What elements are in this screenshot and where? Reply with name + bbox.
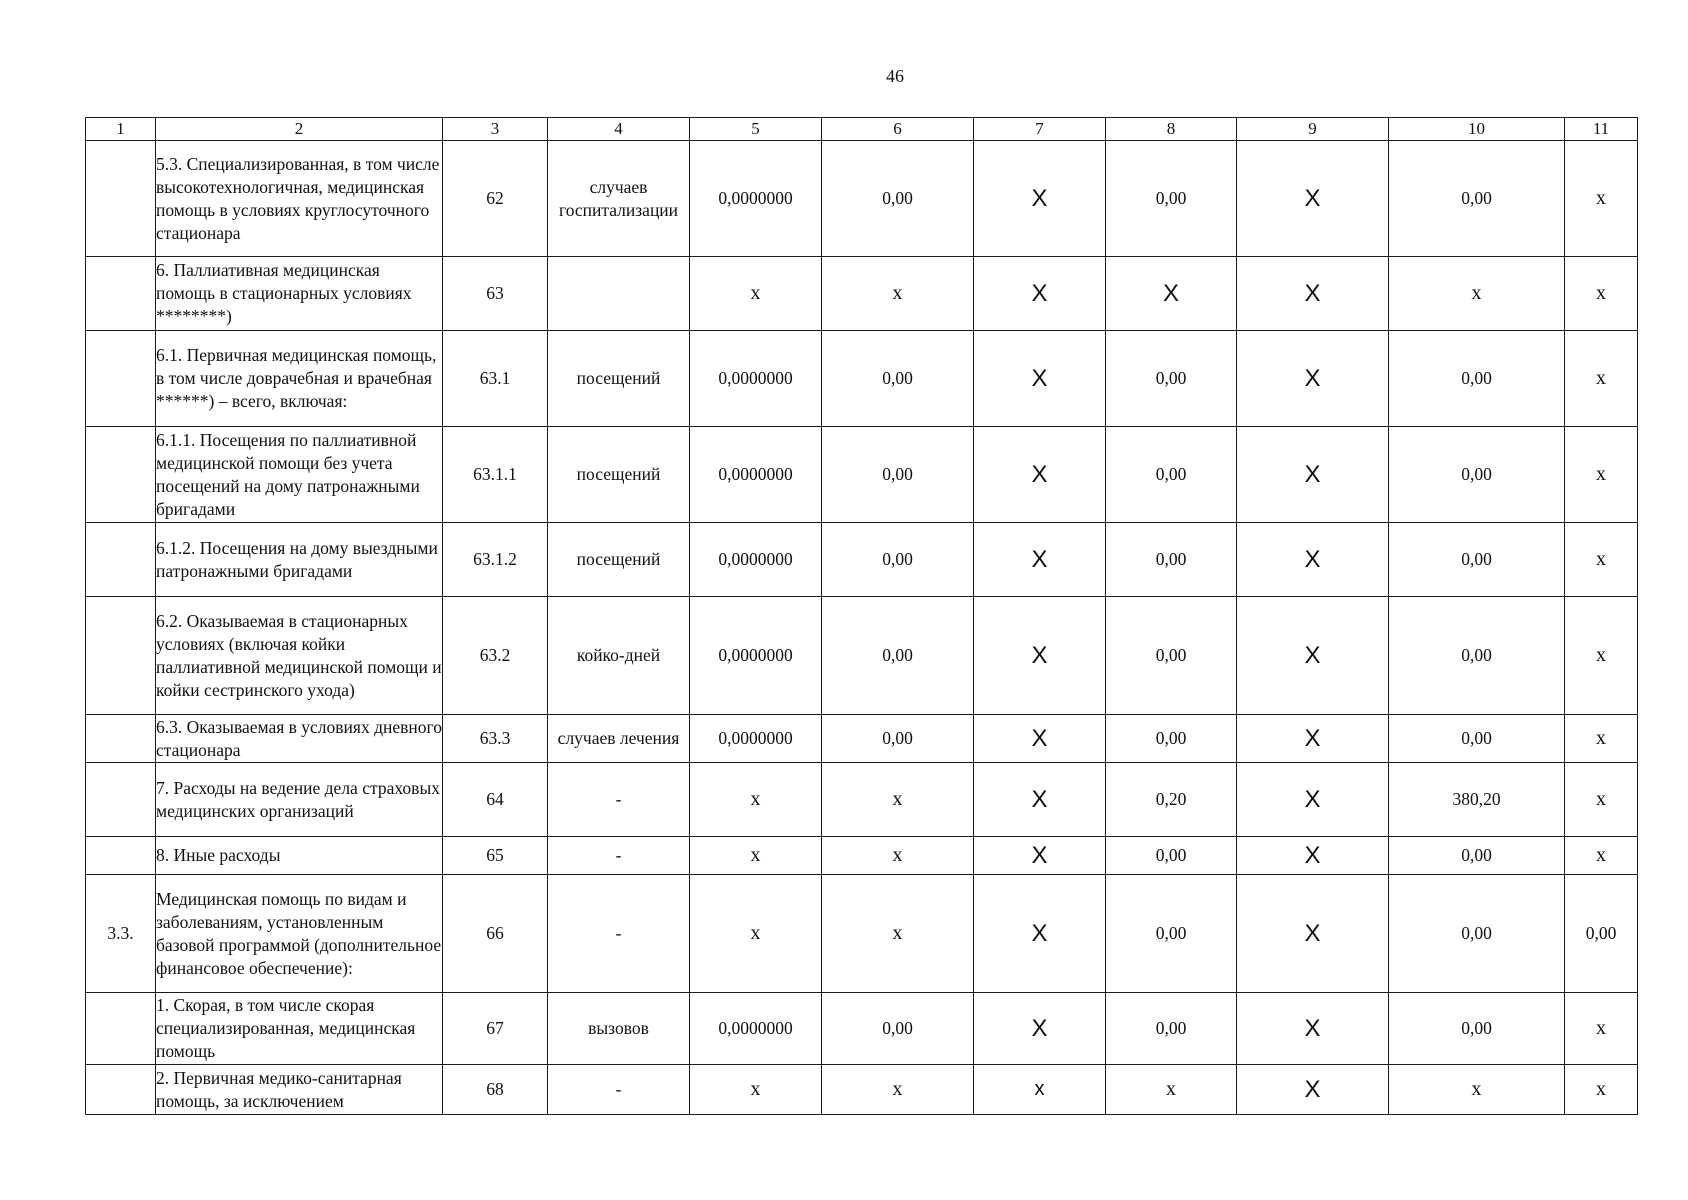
cell-col-8: 0,20 bbox=[1106, 763, 1237, 837]
cell-col-11: x bbox=[1565, 837, 1638, 875]
cell-col-1 bbox=[86, 763, 156, 837]
cell-col-6: x bbox=[822, 257, 974, 331]
cell-col-5: 0,0000000 bbox=[690, 523, 822, 597]
cell-col-2: 8. Иные расходы bbox=[156, 837, 443, 875]
cell-col-7: X bbox=[974, 763, 1106, 837]
cell-col-1 bbox=[86, 523, 156, 597]
cell-col-7: X bbox=[974, 715, 1106, 763]
cell-col-1 bbox=[86, 597, 156, 715]
cell-col-7: X bbox=[974, 837, 1106, 875]
cell-col-11: x bbox=[1565, 141, 1638, 257]
cell-col-11: x bbox=[1565, 331, 1638, 427]
cell-col-10: 380,20 bbox=[1389, 763, 1565, 837]
cell-col-6: 0,00 bbox=[822, 331, 974, 427]
cell-col-3: 63.2 bbox=[443, 597, 548, 715]
cell-col-4: посещений bbox=[548, 427, 690, 523]
table-row bbox=[86, 1065, 1638, 1115]
cell-col-10: x bbox=[1389, 1065, 1565, 1115]
cell-col-3: 63 bbox=[443, 257, 548, 331]
cell-col-5: 0,0000000 bbox=[690, 993, 822, 1065]
cell-col-2: 6. Паллиативная медицинская помощь в стационарных условиях ********) bbox=[156, 257, 443, 331]
cell-col-2: 6.2. Оказываемая в стационарных условиях (включая койки паллиативной медицинской помощи и койки сестринского ухода) bbox=[156, 597, 443, 715]
cell-col-5: 0,0000000 bbox=[690, 597, 822, 715]
cell-col-1: 3.3. bbox=[86, 875, 156, 993]
cell-col-11: x bbox=[1565, 1065, 1638, 1115]
cell-col-5: 0,0000000 bbox=[690, 715, 822, 763]
cell-col-10: 0,00 bbox=[1389, 331, 1565, 427]
cell-col-7: X bbox=[974, 993, 1106, 1065]
cell-col-2: Медицинская помощь по видам и заболеваниям, установленным базовой программой (дополнительное финансовое обеспечение): bbox=[156, 875, 443, 993]
cell-col-3: 63.1.1 bbox=[443, 427, 548, 523]
cell-col-2: 6.3. Оказываемая в условиях дневного стационара bbox=[156, 715, 443, 763]
cell-col-9: X bbox=[1237, 1065, 1389, 1115]
cell-col-6: x bbox=[822, 1065, 974, 1115]
table-row bbox=[86, 141, 1638, 257]
table-row bbox=[86, 715, 1638, 763]
column-header: 11 bbox=[1565, 118, 1638, 141]
cell-col-9: X bbox=[1237, 993, 1389, 1065]
column-header: 7 bbox=[974, 118, 1106, 141]
cell-col-6: x bbox=[822, 763, 974, 837]
cell-col-6: 0,00 bbox=[822, 597, 974, 715]
cell-col-1 bbox=[86, 427, 156, 523]
cell-col-5: x bbox=[690, 837, 822, 875]
cell-col-9: X bbox=[1237, 523, 1389, 597]
cell-col-10: 0,00 bbox=[1389, 141, 1565, 257]
cell-col-7: X bbox=[974, 597, 1106, 715]
cell-col-1 bbox=[86, 257, 156, 331]
cell-col-9: X bbox=[1237, 597, 1389, 715]
cell-col-8: 0,00 bbox=[1106, 597, 1237, 715]
cell-col-2: 6.1.2. Посещения на дому выездными патронажными бригадами bbox=[156, 523, 443, 597]
cell-col-9: X bbox=[1237, 141, 1389, 257]
cell-col-4: посещений bbox=[548, 523, 690, 597]
cell-col-4: случаев госпитализации bbox=[548, 141, 690, 257]
cell-col-10: 0,00 bbox=[1389, 427, 1565, 523]
cell-col-3: 63.1.2 bbox=[443, 523, 548, 597]
financing-table bbox=[85, 117, 1638, 1115]
cell-col-11: x bbox=[1565, 763, 1638, 837]
cell-col-3: 63.1 bbox=[443, 331, 548, 427]
cell-col-5: x bbox=[690, 1065, 822, 1115]
cell-col-10: 0,00 bbox=[1389, 715, 1565, 763]
cell-col-8: 0,00 bbox=[1106, 875, 1237, 993]
cell-col-8: 0,00 bbox=[1106, 523, 1237, 597]
cell-col-1 bbox=[86, 1065, 156, 1115]
cell-col-6: x bbox=[822, 875, 974, 993]
cell-col-8: x bbox=[1106, 1065, 1237, 1115]
cell-col-4: посещений bbox=[548, 331, 690, 427]
cell-col-1 bbox=[86, 993, 156, 1065]
table-row bbox=[86, 427, 1638, 523]
cell-col-5: x bbox=[690, 257, 822, 331]
table-row bbox=[86, 523, 1638, 597]
page-number: 46 bbox=[886, 66, 904, 86]
cell-col-8: 0,00 bbox=[1106, 427, 1237, 523]
column-header: 8 bbox=[1106, 118, 1237, 141]
cell-col-6: 0,00 bbox=[822, 523, 974, 597]
cell-col-2: 7. Расходы на ведение дела страховых медицинских организаций bbox=[156, 763, 443, 837]
table-row bbox=[86, 993, 1638, 1065]
cell-col-4: - bbox=[548, 1065, 690, 1115]
table-body bbox=[86, 118, 1638, 1115]
cell-col-8: X bbox=[1106, 257, 1237, 331]
cell-col-5: x bbox=[690, 763, 822, 837]
table-row bbox=[86, 331, 1638, 427]
cell-col-4: - bbox=[548, 837, 690, 875]
cell-col-2: 2. Первичная медико-санитарная помощь, за исключением bbox=[156, 1065, 443, 1115]
cell-col-10: 0,00 bbox=[1389, 993, 1565, 1065]
cell-col-7: X bbox=[974, 427, 1106, 523]
column-number-row bbox=[86, 118, 1638, 141]
cell-col-7: x bbox=[974, 1065, 1106, 1115]
column-header: 5 bbox=[690, 118, 822, 141]
cell-col-4 bbox=[548, 257, 690, 331]
cell-col-3: 65 bbox=[443, 837, 548, 875]
cell-col-11: x bbox=[1565, 993, 1638, 1065]
cell-col-1 bbox=[86, 331, 156, 427]
cell-col-11: 0,00 bbox=[1565, 875, 1638, 993]
cell-col-9: X bbox=[1237, 715, 1389, 763]
cell-col-6: 0,00 bbox=[822, 993, 974, 1065]
cell-col-4: - bbox=[548, 875, 690, 993]
cell-col-5: 0,0000000 bbox=[690, 141, 822, 257]
cell-col-10: 0,00 bbox=[1389, 597, 1565, 715]
cell-col-3: 66 bbox=[443, 875, 548, 993]
cell-col-11: x bbox=[1565, 523, 1638, 597]
column-header: 10 bbox=[1389, 118, 1565, 141]
cell-col-8: 0,00 bbox=[1106, 331, 1237, 427]
cell-col-9: X bbox=[1237, 331, 1389, 427]
column-header: 4 bbox=[548, 118, 690, 141]
cell-col-2: 6.1.1. Посещения по паллиативной медицинской помощи без учета посещений на дому патронажными бригадами bbox=[156, 427, 443, 523]
table-row bbox=[86, 257, 1638, 331]
cell-col-8: 0,00 bbox=[1106, 715, 1237, 763]
cell-col-6: x bbox=[822, 837, 974, 875]
cell-col-8: 0,00 bbox=[1106, 993, 1237, 1065]
table-row bbox=[86, 837, 1638, 875]
cell-col-6: 0,00 bbox=[822, 715, 974, 763]
cell-col-4: - bbox=[548, 763, 690, 837]
cell-col-4: случаев лечения bbox=[548, 715, 690, 763]
cell-col-5: x bbox=[690, 875, 822, 993]
cell-col-7: X bbox=[974, 257, 1106, 331]
cell-col-9: X bbox=[1237, 837, 1389, 875]
cell-col-7: X bbox=[974, 141, 1106, 257]
cell-col-3: 64 bbox=[443, 763, 548, 837]
cell-col-10: 0,00 bbox=[1389, 837, 1565, 875]
cell-col-10: 0,00 bbox=[1389, 523, 1565, 597]
cell-col-3: 67 bbox=[443, 993, 548, 1065]
table-row bbox=[86, 763, 1638, 837]
cell-col-11: x bbox=[1565, 715, 1638, 763]
cell-col-5: 0,0000000 bbox=[690, 331, 822, 427]
column-header: 3 bbox=[443, 118, 548, 141]
cell-col-3: 63.3 bbox=[443, 715, 548, 763]
cell-col-11: x bbox=[1565, 597, 1638, 715]
cell-col-6: 0,00 bbox=[822, 141, 974, 257]
cell-col-5: 0,0000000 bbox=[690, 427, 822, 523]
cell-col-2: 1. Скорая, в том числе скорая специализированная, медицинская помощь bbox=[156, 993, 443, 1065]
cell-col-11: x bbox=[1565, 257, 1638, 331]
cell-col-2: 6.1. Первичная медицинская помощь, в том числе доврачебная и врачебная ******) – всего, включая: bbox=[156, 331, 443, 427]
column-header: 6 bbox=[822, 118, 974, 141]
cell-col-1 bbox=[86, 141, 156, 257]
cell-col-10: x bbox=[1389, 257, 1565, 331]
table-row bbox=[86, 597, 1638, 715]
column-header: 9 bbox=[1237, 118, 1389, 141]
cell-col-6: 0,00 bbox=[822, 427, 974, 523]
cell-col-4: вызовов bbox=[548, 993, 690, 1065]
cell-col-9: X bbox=[1237, 427, 1389, 523]
cell-col-9: X bbox=[1237, 763, 1389, 837]
cell-col-4: койко-дней bbox=[548, 597, 690, 715]
cell-col-8: 0,00 bbox=[1106, 837, 1237, 875]
cell-col-1 bbox=[86, 837, 156, 875]
cell-col-9: X bbox=[1237, 875, 1389, 993]
cell-col-7: X bbox=[974, 331, 1106, 427]
cell-col-3: 62 bbox=[443, 141, 548, 257]
table-row bbox=[86, 875, 1638, 993]
cell-col-7: X bbox=[974, 875, 1106, 993]
column-header: 1 bbox=[86, 118, 156, 141]
column-header: 2 bbox=[156, 118, 443, 141]
cell-col-3: 68 bbox=[443, 1065, 548, 1115]
cell-col-11: x bbox=[1565, 427, 1638, 523]
cell-col-10: 0,00 bbox=[1389, 875, 1565, 993]
cell-col-9: X bbox=[1237, 257, 1389, 331]
cell-col-8: 0,00 bbox=[1106, 141, 1237, 257]
cell-col-2: 5.3. Специализированная, в том числе высокотехнологичная, медицинская помощь в условиях круглосуточного стационара bbox=[156, 141, 443, 257]
cell-col-7: X bbox=[974, 523, 1106, 597]
cell-col-1 bbox=[86, 715, 156, 763]
